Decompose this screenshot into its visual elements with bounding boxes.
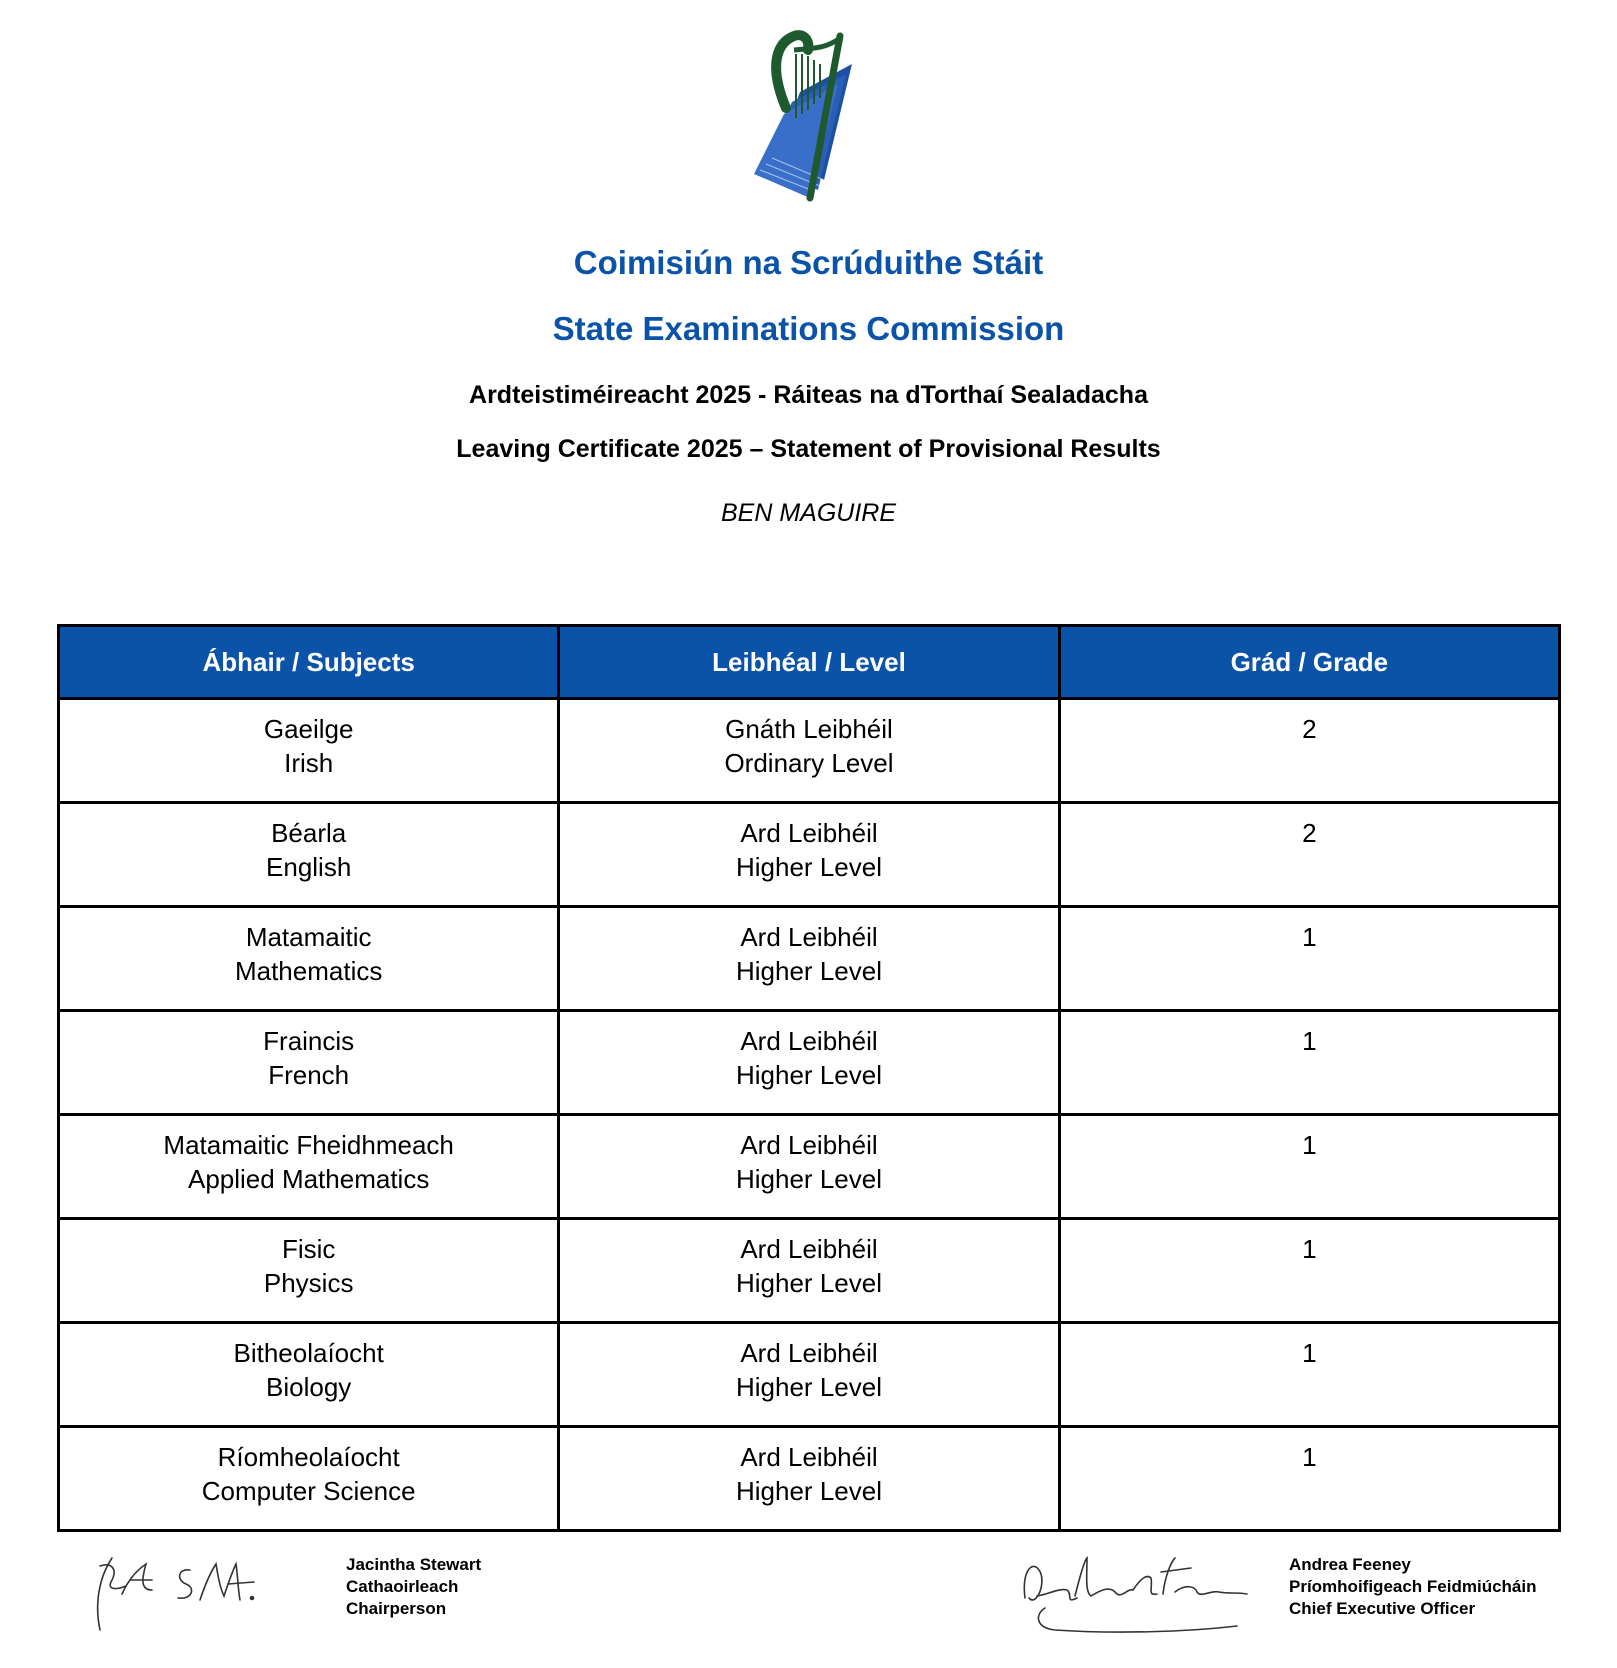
harp-book-icon xyxy=(740,30,870,202)
chairperson-signature xyxy=(60,1546,270,1636)
table-row xyxy=(59,1115,1560,1219)
signatory-title-irish: Cathaoirleach xyxy=(346,1577,459,1596)
level-english: Higher Level xyxy=(736,1476,882,1506)
grade-cell: 1 xyxy=(1059,1011,1559,1115)
level-english: Higher Level xyxy=(736,852,882,882)
chairperson-signatory xyxy=(346,1554,481,1620)
subject-cell xyxy=(59,1427,559,1531)
level-irish: Ard Leibhéil xyxy=(740,922,878,952)
ceo-signatory xyxy=(1289,1554,1536,1620)
signatory-title-irish: Príomhoifigeach Feidmiúcháin xyxy=(1289,1577,1537,1596)
level-english: Higher Level xyxy=(736,956,882,986)
table-header-row xyxy=(59,626,1560,699)
grade-cell: 1 xyxy=(1059,1115,1559,1219)
subject-irish: Matamaitic Fheidhmeach xyxy=(163,1130,454,1160)
level-cell xyxy=(559,1427,1059,1531)
level-column-header: Leibhéal / Level xyxy=(559,626,1059,699)
subject-cell xyxy=(59,1323,559,1427)
level-english: Higher Level xyxy=(736,1164,882,1194)
level-cell xyxy=(559,803,1059,907)
subject-cell xyxy=(59,699,559,803)
subject-irish: Ríomheolaíocht xyxy=(217,1442,400,1472)
subject-irish: Fisic xyxy=(281,1234,336,1264)
ceo-signature xyxy=(1015,1548,1255,1640)
subject-english: French xyxy=(268,1060,350,1090)
document-title-english: Leaving Certificate 2025 – Statement of Provisional Results xyxy=(456,435,1161,463)
candidate-name: BEN MAGUIRE xyxy=(720,499,897,527)
level-cell xyxy=(559,1011,1059,1115)
table-row xyxy=(59,907,1560,1011)
org-name-irish: Coimisiún na Scrúduithe Stáit xyxy=(573,244,1044,281)
subject-irish: Bitheolaíocht xyxy=(233,1338,384,1368)
grade-cell: 1 xyxy=(1059,1427,1559,1531)
table-row xyxy=(59,1427,1560,1531)
level-irish: Ard Leibhéil xyxy=(740,1442,878,1472)
grade-cell: 1 xyxy=(1059,1323,1559,1427)
level-irish: Ard Leibhéil xyxy=(740,1130,878,1160)
subjects-column-header: Ábhair / Subjects xyxy=(59,626,559,699)
level-cell xyxy=(559,1323,1059,1427)
subject-english: Computer Science xyxy=(201,1476,416,1506)
subject-irish: Béarla xyxy=(271,818,347,848)
grade-cell: 1 xyxy=(1059,907,1559,1011)
table-row xyxy=(59,1011,1560,1115)
signatory-title-english: Chairperson xyxy=(346,1599,447,1618)
level-english: Higher Level xyxy=(736,1268,882,1298)
table-row xyxy=(59,699,1560,803)
subject-english: Irish xyxy=(284,748,334,778)
subject-english: Mathematics xyxy=(234,956,383,986)
signatory-name: Jacintha Stewart xyxy=(346,1555,482,1574)
level-english: Higher Level xyxy=(736,1060,882,1090)
grade-column-header: Grád / Grade xyxy=(1059,626,1559,699)
signatory-title-english: Chief Executive Officer xyxy=(1289,1599,1476,1618)
subject-cell xyxy=(59,1115,559,1219)
level-cell xyxy=(559,907,1059,1011)
table-row xyxy=(59,803,1560,907)
subject-english: Applied Mathematics xyxy=(187,1164,430,1194)
subject-cell xyxy=(59,907,559,1011)
grade-cell: 1 xyxy=(1059,1219,1559,1323)
subject-irish: Matamaitic xyxy=(245,922,372,952)
subject-english: Biology xyxy=(266,1372,352,1402)
level-cell xyxy=(559,1115,1059,1219)
level-irish: Ard Leibhéil xyxy=(740,818,878,848)
level-english: Ordinary Level xyxy=(724,748,894,778)
org-name-english: State Examinations Commission xyxy=(552,310,1065,347)
table-row xyxy=(59,1219,1560,1323)
level-irish: Ard Leibhéil xyxy=(740,1234,878,1264)
subject-english: Physics xyxy=(263,1268,354,1298)
subject-irish: Fraincis xyxy=(263,1026,355,1056)
subject-cell xyxy=(59,1219,559,1323)
subject-english: English xyxy=(266,852,352,882)
level-cell xyxy=(559,1219,1059,1323)
grade-cell: 2 xyxy=(1059,803,1559,907)
results-table xyxy=(57,624,1561,1532)
level-irish: Gnáth Leibhéil xyxy=(725,714,893,744)
grade-cell: 2 xyxy=(1059,699,1559,803)
document-title-irish: Ardteistiméireacht 2025 - Ráiteas na dTorthaí Sealadacha xyxy=(469,381,1148,409)
subject-cell xyxy=(59,1011,559,1115)
table-row xyxy=(59,1323,1560,1427)
subject-irish: Gaeilge xyxy=(263,714,354,744)
level-cell xyxy=(559,699,1059,803)
signatory-name: Andrea Feeney xyxy=(1289,1555,1411,1574)
subject-cell xyxy=(59,803,559,907)
level-irish: Ard Leibhéil xyxy=(740,1338,878,1368)
level-irish: Ard Leibhéil xyxy=(740,1026,878,1056)
level-english: Higher Level xyxy=(736,1372,882,1402)
